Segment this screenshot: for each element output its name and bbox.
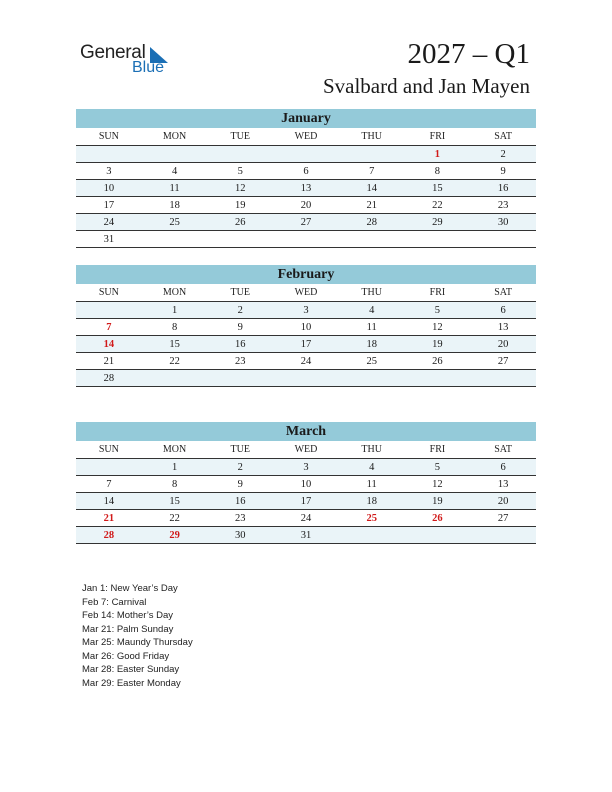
day-cell: 31 bbox=[273, 527, 339, 544]
day-cell: 14 bbox=[339, 180, 405, 197]
day-cell bbox=[405, 527, 471, 544]
day-cell: 26 bbox=[405, 510, 471, 527]
day-cell: 5 bbox=[405, 459, 471, 476]
day-cell bbox=[470, 370, 536, 387]
day-cell: 13 bbox=[470, 476, 536, 493]
day-cell bbox=[405, 370, 471, 387]
holiday-entry: Mar 29: Easter Monday bbox=[82, 677, 181, 689]
day-cell: 16 bbox=[470, 180, 536, 197]
day-cell: 10 bbox=[76, 180, 142, 197]
day-cell: 8 bbox=[142, 319, 208, 336]
day-cell: 6 bbox=[470, 302, 536, 319]
day-cell: 11 bbox=[339, 476, 405, 493]
weekday-label: MON bbox=[142, 128, 208, 146]
day-cell: 21 bbox=[76, 510, 142, 527]
day-cell: 3 bbox=[273, 302, 339, 319]
day-cell: 4 bbox=[339, 302, 405, 319]
day-cell: 22 bbox=[405, 197, 471, 214]
day-cell: 7 bbox=[339, 163, 405, 180]
day-cell: 23 bbox=[470, 197, 536, 214]
day-cell: 14 bbox=[76, 493, 142, 510]
day-cell: 25 bbox=[339, 353, 405, 370]
weekday-label: SUN bbox=[76, 128, 142, 146]
day-cell: 23 bbox=[207, 510, 273, 527]
day-cell: 11 bbox=[339, 319, 405, 336]
day-cell bbox=[470, 527, 536, 544]
day-cell: 14 bbox=[76, 336, 142, 353]
weekday-label: TUE bbox=[207, 284, 273, 302]
page-title: 2027 – Q1 bbox=[407, 38, 530, 70]
weekday-label: SUN bbox=[76, 441, 142, 459]
month-february bbox=[76, 265, 536, 387]
day-cell: 9 bbox=[207, 476, 273, 493]
weekday-label: TUE bbox=[207, 128, 273, 146]
day-cell: 27 bbox=[273, 214, 339, 231]
day-cell: 15 bbox=[405, 180, 471, 197]
day-cell bbox=[339, 231, 405, 248]
day-cell: 28 bbox=[339, 214, 405, 231]
weekday-label: THU bbox=[339, 284, 405, 302]
day-cell: 19 bbox=[405, 493, 471, 510]
day-cell: 19 bbox=[207, 197, 273, 214]
day-cell bbox=[142, 370, 208, 387]
day-cell: 7 bbox=[76, 476, 142, 493]
day-cell: 16 bbox=[207, 336, 273, 353]
day-cell: 13 bbox=[470, 319, 536, 336]
weekday-label: FRI bbox=[405, 284, 471, 302]
holiday-list bbox=[82, 582, 193, 690]
day-cell: 28 bbox=[76, 527, 142, 544]
weekday-label: WED bbox=[273, 128, 339, 146]
calendar-grid bbox=[76, 128, 536, 248]
day-cell: 21 bbox=[76, 353, 142, 370]
day-cell: 3 bbox=[273, 459, 339, 476]
day-cell: 1 bbox=[142, 302, 208, 319]
weekday-label: SAT bbox=[470, 441, 536, 459]
day-cell: 1 bbox=[405, 146, 471, 163]
day-cell: 18 bbox=[142, 197, 208, 214]
day-cell bbox=[142, 231, 208, 248]
month-name: February bbox=[76, 265, 536, 284]
day-cell: 15 bbox=[142, 493, 208, 510]
day-cell: 9 bbox=[207, 319, 273, 336]
day-cell: 24 bbox=[273, 353, 339, 370]
day-cell bbox=[76, 302, 142, 319]
day-cell: 31 bbox=[76, 231, 142, 248]
day-cell: 29 bbox=[405, 214, 471, 231]
day-cell: 2 bbox=[207, 459, 273, 476]
holiday-entry: Feb 14: Mother’s Day bbox=[82, 610, 173, 621]
day-cell: 22 bbox=[142, 353, 208, 370]
day-cell bbox=[470, 231, 536, 248]
day-cell: 18 bbox=[339, 336, 405, 353]
day-cell bbox=[405, 231, 471, 248]
day-cell bbox=[273, 231, 339, 248]
day-cell bbox=[207, 231, 273, 248]
weekday-label: MON bbox=[142, 441, 208, 459]
weekday-label: TUE bbox=[207, 441, 273, 459]
page-subtitle: Svalbard and Jan Mayen bbox=[322, 74, 530, 98]
day-cell: 25 bbox=[142, 214, 208, 231]
day-cell: 20 bbox=[273, 197, 339, 214]
day-cell: 10 bbox=[273, 476, 339, 493]
day-cell: 18 bbox=[339, 493, 405, 510]
holiday-entry: Mar 26: Good Friday bbox=[82, 650, 170, 662]
day-cell: 23 bbox=[207, 353, 273, 370]
day-cell: 3 bbox=[76, 163, 142, 180]
weekday-label: MON bbox=[142, 284, 208, 302]
day-cell bbox=[76, 146, 142, 163]
day-cell bbox=[207, 146, 273, 163]
weekday-label: SUN bbox=[76, 284, 142, 302]
holiday-entry: Mar 25: Maundy Thursday bbox=[82, 637, 193, 648]
day-cell: 28 bbox=[76, 370, 142, 387]
day-cell: 6 bbox=[273, 163, 339, 180]
day-cell: 15 bbox=[142, 336, 208, 353]
day-cell bbox=[273, 370, 339, 387]
month-march bbox=[76, 422, 536, 544]
month-name: March bbox=[76, 422, 536, 441]
weekday-label: SAT bbox=[470, 284, 536, 302]
day-cell: 17 bbox=[273, 336, 339, 353]
day-cell: 6 bbox=[470, 459, 536, 476]
month-january bbox=[76, 109, 536, 248]
weekday-label: WED bbox=[273, 441, 339, 459]
calendar-grid bbox=[76, 284, 536, 387]
weekday-label: SAT bbox=[470, 128, 536, 146]
day-cell: 8 bbox=[405, 163, 471, 180]
day-cell: 21 bbox=[339, 197, 405, 214]
day-cell: 17 bbox=[76, 197, 142, 214]
day-cell: 9 bbox=[470, 163, 536, 180]
day-cell bbox=[76, 459, 142, 476]
day-cell: 20 bbox=[470, 493, 536, 510]
day-cell: 2 bbox=[470, 146, 536, 163]
month-name: January bbox=[76, 109, 536, 128]
day-cell: 12 bbox=[405, 319, 471, 336]
holiday-entry: Feb 7: Carnival bbox=[82, 596, 147, 608]
day-cell: 27 bbox=[470, 510, 536, 527]
day-cell: 26 bbox=[207, 214, 273, 231]
day-cell: 11 bbox=[142, 180, 208, 197]
day-cell: 25 bbox=[339, 510, 405, 527]
day-cell bbox=[339, 370, 405, 387]
day-cell: 7 bbox=[76, 319, 142, 336]
day-cell bbox=[207, 370, 273, 387]
weekday-label: THU bbox=[339, 128, 405, 146]
holiday-entry: Mar 21: Palm Sunday bbox=[82, 623, 174, 635]
day-cell: 19 bbox=[405, 336, 471, 353]
day-cell: 5 bbox=[405, 302, 471, 319]
day-cell: 24 bbox=[273, 510, 339, 527]
day-cell bbox=[339, 527, 405, 544]
brand-logo bbox=[80, 42, 180, 82]
day-cell: 8 bbox=[142, 476, 208, 493]
day-cell: 13 bbox=[273, 180, 339, 197]
day-cell: 27 bbox=[470, 353, 536, 370]
day-cell: 30 bbox=[207, 527, 273, 544]
day-cell: 20 bbox=[470, 336, 536, 353]
weekday-label: WED bbox=[273, 284, 339, 302]
day-cell: 2 bbox=[207, 302, 273, 319]
day-cell bbox=[339, 146, 405, 163]
holiday-entry: Mar 28: Easter Sunday bbox=[82, 664, 180, 675]
day-cell: 12 bbox=[405, 476, 471, 493]
brand-word-general: General bbox=[80, 42, 146, 63]
day-cell: 5 bbox=[207, 163, 273, 180]
day-cell: 17 bbox=[273, 493, 339, 510]
day-cell: 16 bbox=[207, 493, 273, 510]
weekday-label: FRI bbox=[405, 441, 471, 459]
day-cell: 24 bbox=[76, 214, 142, 231]
day-cell: 22 bbox=[142, 510, 208, 527]
day-cell: 4 bbox=[142, 163, 208, 180]
brand-word-blue: Blue bbox=[132, 59, 165, 76]
calendar-grid bbox=[76, 441, 536, 544]
day-cell: 10 bbox=[273, 319, 339, 336]
day-cell: 12 bbox=[207, 180, 273, 197]
day-cell: 30 bbox=[470, 214, 536, 231]
holiday-entry: Jan 1: New Year’s Day bbox=[82, 583, 178, 594]
day-cell: 29 bbox=[142, 527, 208, 544]
day-cell: 1 bbox=[142, 459, 208, 476]
day-cell bbox=[142, 146, 208, 163]
weekday-label: THU bbox=[339, 441, 405, 459]
day-cell: 4 bbox=[339, 459, 405, 476]
weekday-label: FRI bbox=[405, 128, 471, 146]
day-cell: 26 bbox=[405, 353, 471, 370]
day-cell bbox=[273, 146, 339, 163]
